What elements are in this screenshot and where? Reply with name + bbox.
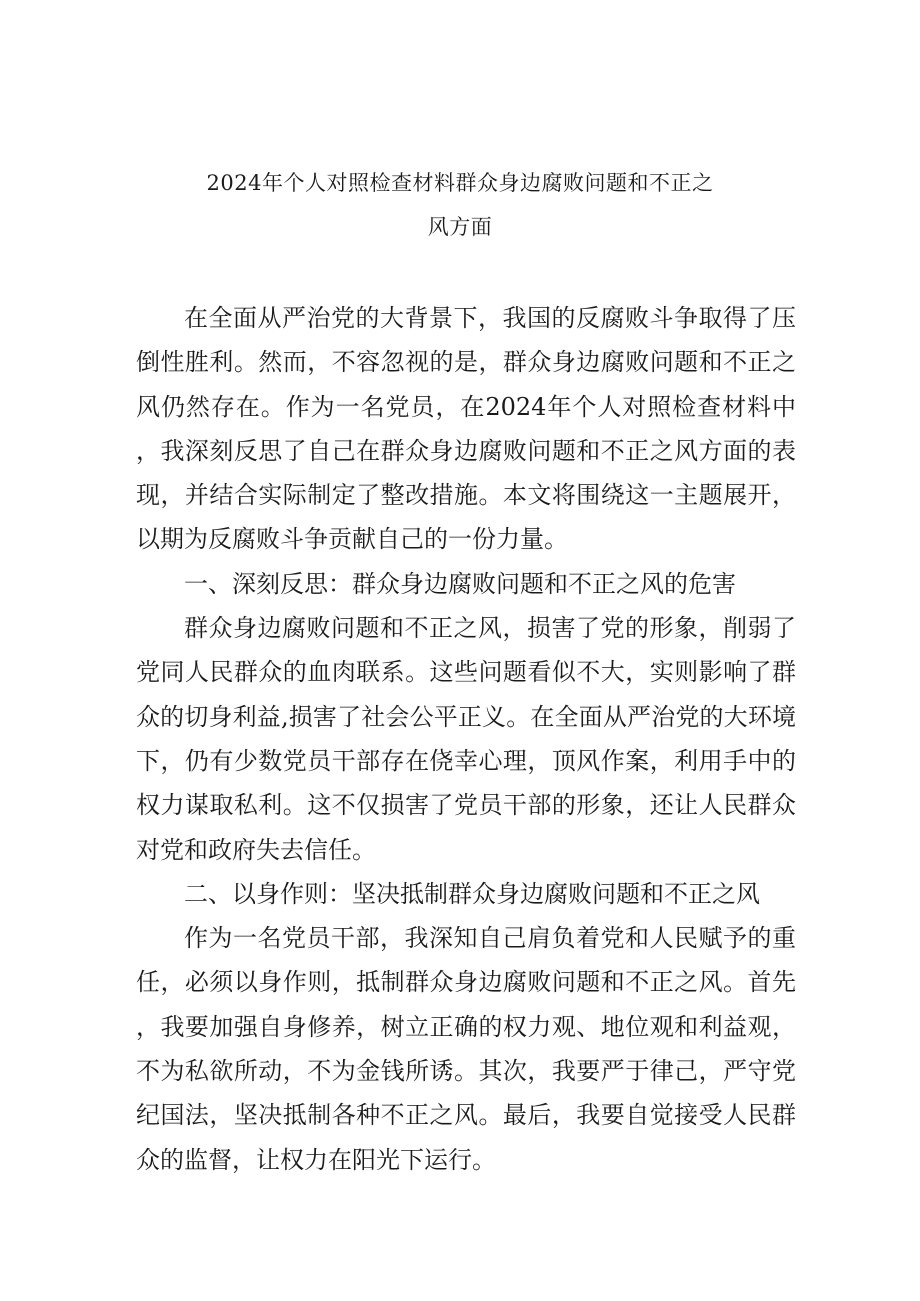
- intro-paragraph: 在全面从严治党的大背景下，我国的反腐败斗争取得了压倒性胜利。然而，不容忽视的是，群众身边腐败问题和不正之风仍然存在。作为一名党员，在2024年个人对照检查材料中，我深刻反思了自己在群众身边腐败问题和不正之风方面的表现，并结合实际制定了整改措施。本文将围绕这一主题展开，以期为反腐败斗争贡献自己的一份力量。: [136, 304, 796, 554]
- section-1-paragraph: 群众身边腐败问题和不正之风，损害了党的形象，削弱了党同人民群众的血肉联系。这些问题看似不大，实则影响了群众的切身利益,损害了社会公平正义。在全面从严治党的大环境下，仍有少数党员干部存在侥幸心理，顶风作案，利用手中的权力谋取私利。这不仅损害了党员干部的形象，还让人民群众对党和政府失去信任。: [136, 614, 796, 864]
- document-body: [136, 296, 796, 1182]
- section-2-paragraph: 作为一名党员干部，我深知自己肩负着党和人民赋予的重任，必须以身作则，抵制群众身边腐败问题和不正之风。首先，我要加强自身修养，树立正确的权力观、地位观和利益观，不为私欲所动，不为金钱所诱。其次，我要严于律己，严守党纪国法，坚决抵制各种不正之风。最后，我要自觉接受人民群众的监督，让权力在阳光下运行。: [136, 924, 796, 1174]
- document-title-line-2: 风方面: [427, 215, 493, 239]
- section-heading-2: 二、以身作则：坚决抵制群众身边腐败问题和不正之风: [184, 879, 760, 908]
- section-heading-1: 一、深刻反思：群众身边腐败问题和不正之风的危害: [184, 569, 736, 598]
- document-title-line-1: 2024年个人对照检查材料群众身边腐败问题和不正之: [206, 171, 714, 195]
